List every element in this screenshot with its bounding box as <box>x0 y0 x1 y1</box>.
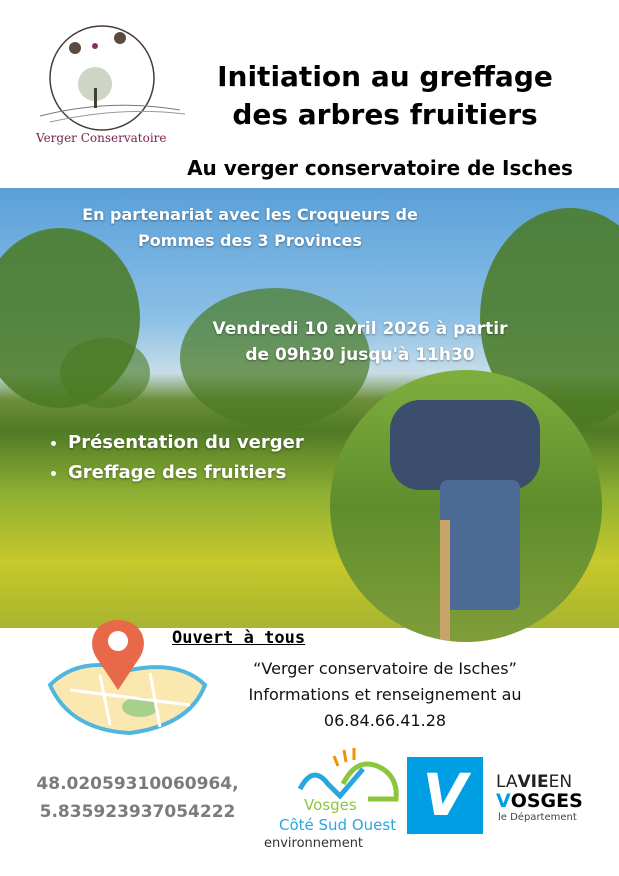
title-line-2: des arbres fruitiers <box>232 98 538 131</box>
info-text: Informations et renseignement au <box>248 685 522 704</box>
vcso-text-3: environnement <box>264 836 364 851</box>
departement-text-2: VOSGES <box>496 790 583 812</box>
event-date <box>170 316 550 368</box>
date-line-1: Vendredi 10 avril 2026 à partir <box>212 319 508 339</box>
latitude: 48.02059310060964, <box>36 774 239 794</box>
contact-info <box>210 656 560 734</box>
date-line-2: de 09h30 jusqu'à 11h30 <box>245 345 475 365</box>
partnership-text <box>40 202 460 254</box>
list-item: • Présentation du verger <box>68 428 304 458</box>
departement-logo-v: V <box>407 757 483 834</box>
logo-text: Verger Conservatoire <box>36 131 167 145</box>
vcso-text-2: Côté Sud Ouest <box>279 816 397 834</box>
title-line-1: Initiation au greffage <box>217 60 553 93</box>
departement-text-1: LAVIEEN <box>496 772 573 792</box>
subtitle: Au verger conservatoire de Isches <box>187 156 573 180</box>
place-name: “Verger conservatoire de Isches” <box>253 659 517 678</box>
departement-text-3: le Département <box>498 812 577 823</box>
grafting-photo <box>330 370 602 642</box>
page-title <box>190 58 580 134</box>
list-item: • Greffage des fruitiers <box>68 458 304 488</box>
longitude: 5.835923937054222 <box>39 802 236 822</box>
program-list <box>48 428 304 488</box>
vcso-text-1: Vosges <box>304 796 357 814</box>
partner-line-1: En partenariat avec les Croqueurs de <box>82 205 418 224</box>
open-to-all: Ouvert à tous <box>172 628 306 648</box>
partner-line-2: Pommes des 3 Provinces <box>138 231 362 250</box>
gps-coordinates <box>30 770 245 826</box>
phone-number: 06.84.66.41.28 <box>323 711 447 730</box>
